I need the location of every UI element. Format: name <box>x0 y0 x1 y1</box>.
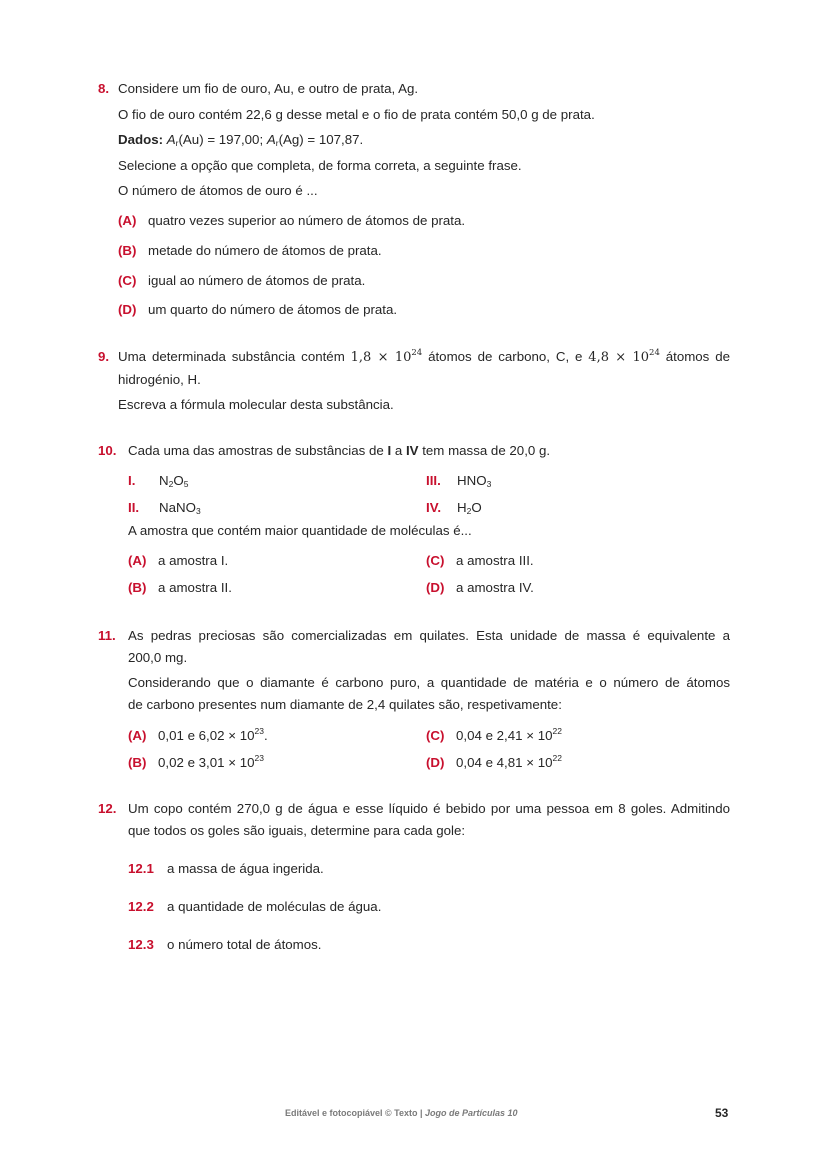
option-d[interactable]: (D) 0,04 e $4,81 \times 10^{22}$ <box>426 753 562 770</box>
subquestion-12-1: 12.1 a massa de água ingerida. <box>128 861 324 876</box>
question-text: O fio de ouro contém 22,6 g desse metal e o fio de prata contém 50,0 g de prata. <box>118 107 595 122</box>
sample-iv: IV. $H_2O$ <box>426 500 482 516</box>
option-c[interactable]: (C) a amostra III. <box>426 553 534 568</box>
option-d[interactable]: (D) um quarto do número de átomos de prata. <box>118 302 398 317</box>
page-footer: Editável e fotocopiável © Texto | Jogo de Partículas 10 <box>285 1108 518 1118</box>
question-text: Cada uma das amostras de substâncias de I a IV tem massa de 20,0 g. <box>128 443 551 458</box>
data-line: Dados: $A_r(Au) = 197,00$; $A_r(Ag) = 107,87$. <box>118 132 364 148</box>
option-c[interactable]: (C) 0,04 e $2,41 \times 10^{22}$ <box>426 726 562 743</box>
question-number: 10. <box>98 443 117 458</box>
question-text: As pedras preciosas são comercializadas em quilates. Esta unidade de massa é equivalente a <box>128 628 730 643</box>
option-a[interactable]: (A) quatro vezes superior ao número de átomos de prata. <box>118 213 466 228</box>
sample-iii: III. $HNO_3$ <box>426 473 492 489</box>
question-text: Uma determinada substância contém $1,8 \times 10^{24}$ átomos de carbono, C, e $4,8 \times 10^{24}$ átomos de <box>118 348 730 365</box>
option-a[interactable]: (A) a amostra I. <box>128 553 229 568</box>
data-label: Dados: <box>118 132 164 147</box>
question-number: 11. <box>98 628 116 643</box>
question-text: hidrogénio, H. <box>118 372 201 387</box>
page-number: 53 <box>715 1106 729 1120</box>
sample-i: I. $N_2O_5$ <box>128 473 189 489</box>
question-number: 12. <box>98 801 117 816</box>
question-text: que todos os goles são iguais, determine para cada gole: <box>128 823 466 838</box>
question-stem: O número de átomos de ouro é ... <box>118 183 318 198</box>
book-title: Jogo de Partículas 10 <box>425 1108 518 1118</box>
option-b[interactable]: (B) metade do número de átomos de prata. <box>118 243 382 258</box>
question-text: Um copo contém 270,0 g de água e esse líquido é bebido por uma pessoa em 8 goles. Admitindo <box>128 801 730 816</box>
question-number: 8. <box>98 81 110 96</box>
question-text: de carbono presentes num diamante de 2,4 quilates são, respetivamente: <box>128 697 562 712</box>
sample-ii: II. NaNO$_3$ <box>128 500 201 516</box>
question-text: 200,0 mg. <box>128 650 188 665</box>
question-stem: A amostra que contém maior quantidade de moléculas é... <box>128 523 472 538</box>
question-text: Escreva a fórmula molecular desta substância. <box>118 397 394 412</box>
option-d[interactable]: (D) a amostra IV. <box>426 580 534 595</box>
subquestion-12-3: 12.3 o número total de átomos. <box>128 937 322 952</box>
subquestion-12-2: 12.2 a quantidade de moléculas de água. <box>128 899 382 914</box>
question-text: Considerando que o diamante é carbono puro, a quantidade de matéria e o número de átomos <box>128 675 730 690</box>
question-number: 9. <box>98 349 110 364</box>
question-text: Considere um fio de ouro, Au, e outro de prata, Ag. <box>118 81 419 96</box>
option-b[interactable]: (B) a amostra II. <box>128 580 232 595</box>
instruction-text: Selecione a opção que completa, de forma correta, a seguinte frase. <box>118 158 522 173</box>
option-b[interactable]: (B) 0,02 e $3,01 \times 10^{23}$ <box>128 753 264 770</box>
option-c[interactable]: (C) igual ao número de átomos de prata. <box>118 273 366 288</box>
option-a[interactable]: (A) 0,01 e $6,02 \times 10^{23}$. <box>128 726 268 743</box>
